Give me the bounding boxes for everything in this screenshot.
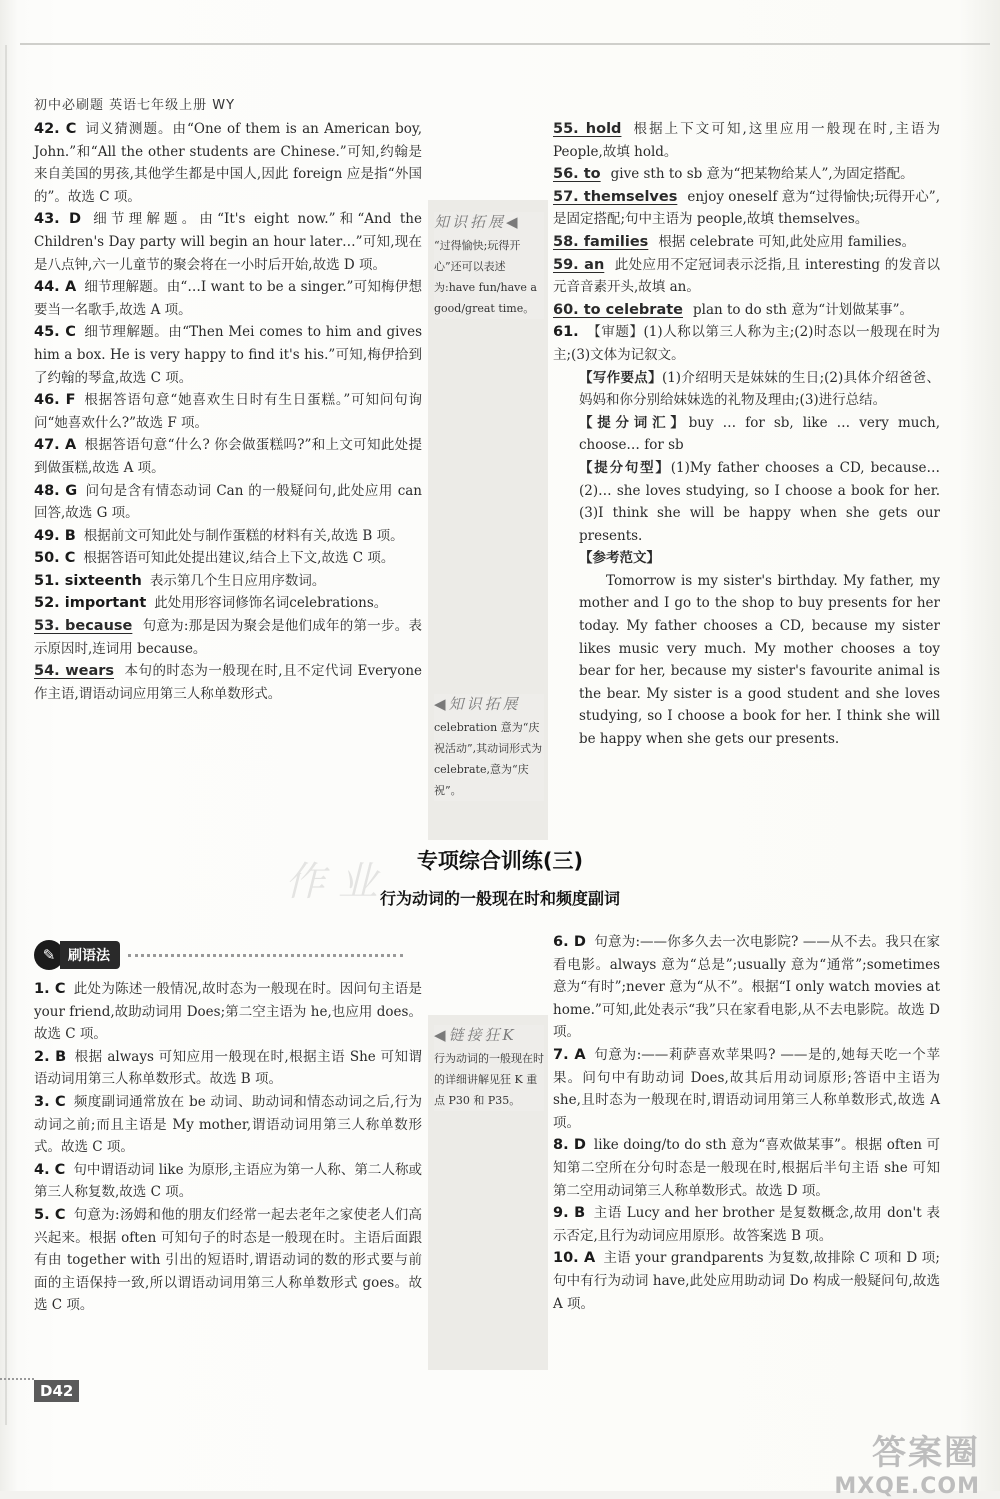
answer-item: 2. B 根据 always 可知应用一般现在时,根据主语 She 可知谓语动词用第三人称单数形式。故选 B 项。 [34, 1048, 422, 1088]
answer-item: 54. wears 本句的时态为一般现在时,且不定代词 Everyone 作主语,谓语动词应用第三人称单数形式。 [34, 663, 422, 702]
answer-item: 44. A 细节理解题。由“…I want to be a singer.”可知梅伊想要当一名歌手,故选 A 项。 [34, 279, 422, 318]
answer-item: 57. themselves enjoy oneself 意为“过得愉快;玩得开心”,是固定搭配;句中主语为 people,故填 themselves。 [553, 188, 940, 228]
side-note-1: 知识拓展◀ “过得愉快;玩得开心”还可以表述为:have fun/have a good/great time。 [434, 212, 544, 319]
right-column-top [553, 118, 940, 751]
site-watermark: 答案圈 MXQE.COM [834, 1433, 980, 1499]
answer-item: 48. G 问句是含有情态动词 Can 的一般疑问句,此处应用 can 回答,故选 G 项。 [34, 482, 423, 522]
side-note-3: ◀链接狂K 行为动词的一般现在时的详细讲解见狂 K 重点 P30 和 P35。 [434, 1025, 544, 1111]
answer-item: 8. D like doing/to do sth 意为“喜欢做某事”。根据 often 可知第二空所在分句时态是一般现在时,根据后半句主语 she 可知第二空用动词第三人称单数形式。故选 D 项。 [553, 1137, 940, 1199]
section-title: 专项综合训练(三) [416, 849, 584, 873]
answer-item: 46. F 根据答语句意“她喜欢生日时有生日蛋糕。”可知问句询问“她喜欢什么?”故选 F 项。 [34, 392, 422, 431]
answer-item: 43. D 细节理解题。由“It's eight now.”和“And the Children's Day party will begin an hour later…”可知,现在是八点钟,六一儿童节的聚会将在一小时后开始,故选 D 项。 [34, 211, 422, 273]
answer-item: 7. A 句意为:——莉萨喜欢苹果吗? ——是的,她每天吃一个苹果。问句中有助动词 Does,故其后用动词原形;答语中主语为 she,且时态为一般现在时,谓语动词用第三人称单数形式,故选 A 项。 [553, 1046, 940, 1131]
page-number: D42 [34, 1380, 79, 1402]
answer-item: 61. 【审题】(1)人称以第三人称为主;(2)时态以一般现在时为主;(3)文体为记叙文。 [553, 324, 940, 363]
answer-item: 53. because 句意为:那是因为聚会是他们成年的第一步。表示原因时,连词用 because。 [34, 618, 422, 657]
left-column-top [34, 118, 422, 751]
left-column-bottom [34, 978, 422, 1317]
answer-item: 10. A 主语 your grandparents 为复数,故排除 C 项和 D 项;句中有行为动词 have,此处应用助动词 Do 构成一般疑问句,故选 A 项。 [553, 1250, 940, 1312]
model-essay-label: 【参考范文】 [579, 550, 660, 567]
right-column-bottom [553, 931, 940, 1315]
model-essay: Tomorrow is my sister's birthday. My father, my mother and I go to the shop to buy presents for her today. My father chooses a CD, because my sister likes music very much. My mother chooses a toy bear for her, because my sister's favourite animal is the bear. My sister is a good student and she loves studying, so I choose a book for her. I think she will be happy when she gets our presents. [579, 572, 940, 748]
watermark-faint: 作 业 [285, 859, 378, 905]
answer-item [34, 705, 422, 728]
answer-item: 45. C 细节理解题。由“Then Mei comes to him and gives him a box. He is very happy to find it's his.”可知,梅伊拾到了约翰的琴盒,故选 C 项。 [34, 324, 422, 386]
side-note-2: ◀知识拓展 celebration 意为“庆祝活动”,其动词形式为 celebrate,意为“庆祝”。 [434, 694, 544, 801]
dotted-divider [128, 954, 403, 957]
answer-item: 42. C 词义猜测题。由“One of them is an American boy, John.”和“All the other students are Chinese.”可知,约翰是来自美国的男孩,其他学生都是中国人,因此 foreign 应是指“外国的”。故选 C 项。 [34, 121, 422, 205]
answer-item: 60. to celebrate plan to do sth 意为“计划做某事”。 [553, 301, 914, 318]
left-rule [5, 45, 7, 1425]
answer-item: 52. important 此处用形容词修饰名词celebrations。 [34, 595, 388, 612]
vocabulary-hints: 【提分词汇】buy … for sb, like … very much, choose… for sb [579, 414, 941, 454]
top-rule [20, 43, 990, 45]
grammar-badge: ✎ 刷语法 [34, 940, 403, 970]
answer-item: 50. C 根据答语可知此处提出建议,结合上下文,故选 C 项。 [34, 550, 395, 567]
answer-item: 4. C 句中谓语动词 like 为原形,主语应为第一人称、第二人称或第三人称复数,故选 C 项。 [34, 1161, 422, 1201]
writing-points: 【写作要点】(1)介绍明天是妹妹的生日;(2)具体介绍爸爸、妈妈和你分别给妹妹选的礼物及理由;(3)进行总结。 [579, 369, 941, 409]
page-number-rule [0, 1378, 34, 1380]
answer-item: 6. D 句意为:——你多久去一次电影院? ——从不去。我只在家看电影。always 意为“总是”;usually 意为“通常”;sometimes 意为“有时”;never 意为“从不”。根据“I only watch movies at home.”可知,此处表示“我”只在家看电影,从不去电影院。故选 D 项。 [553, 934, 941, 1041]
answer-item: 59. an 此处应用不定冠词表示泛指,且 interesting 的发音以元音音素开头,故填 an。 [553, 256, 941, 296]
answer-item: 56. to give sth to sb 意为“把某物给某人”,为固定搭配。 [553, 166, 914, 183]
section-subtitle: 行为动词的一般现在时和频度副词 [379, 889, 620, 908]
answer-item: 1. C 此处为陈述一般情况,故时态为一般现在时。因问句主语是 your friend,故助动词用 Does;第二空主语为 he,也应用 does。故选 C 项。 [34, 981, 422, 1043]
answer-item: 51. sixteenth 表示第几个生日应用序数词。 [34, 572, 326, 589]
answer-item: 58. families 根据 celebrate 可知,此处应用 families。 [553, 233, 916, 250]
answer-item: 9. B 主语 Lucy and her brother 是复数概念,故用 don't 表示否定,且行为动词应用原形。故答案选 B 项。 [553, 1205, 941, 1244]
running-header: 初中必刷题 英语七年级上册 WY [34, 98, 236, 113]
answer-item: 49. B 根据前文可知此处与制作蛋糕的材料有关,故选 B 项。 [34, 527, 404, 544]
answer-item: 47. A 根据答语句意“什么? 你会做蛋糕吗?”和上文可知此处提到做蛋糕,故选 A 项。 [34, 437, 422, 476]
answer-item: 3. C 频度副词通常放在 be 动词、助动词和情态动词之后,行为动词之前;而且主语是 My mother,谓语动词用第三人称单数形式。故选 C 项。 [34, 1093, 422, 1156]
answer-item [34, 728, 422, 751]
pen-icon: ✎ [34, 940, 64, 970]
answer-item: 5. C 句意为:汤姆和他的朋友们经常一起去老年之家使老人们高兴起来。根据 often 可知句子的时态是一般现在时。主语后面跟有由 together with 引出的短语时,谓语动词的数的形式要与前面的主语保持一致,所以谓语动词用第三人称单数形式 goes。故选 C 项。 [34, 1206, 422, 1314]
answer-item: 55. hold 根据上下文可知,这里应用一般现在时,主语为 People,故填 hold。 [553, 121, 940, 160]
sentence-hints: 【提分句型】(1)My father chooses a CD, because… (2)… she loves studying, so I choose a book for her. (3)I think she will be happy when she gets our presents. [579, 459, 941, 544]
